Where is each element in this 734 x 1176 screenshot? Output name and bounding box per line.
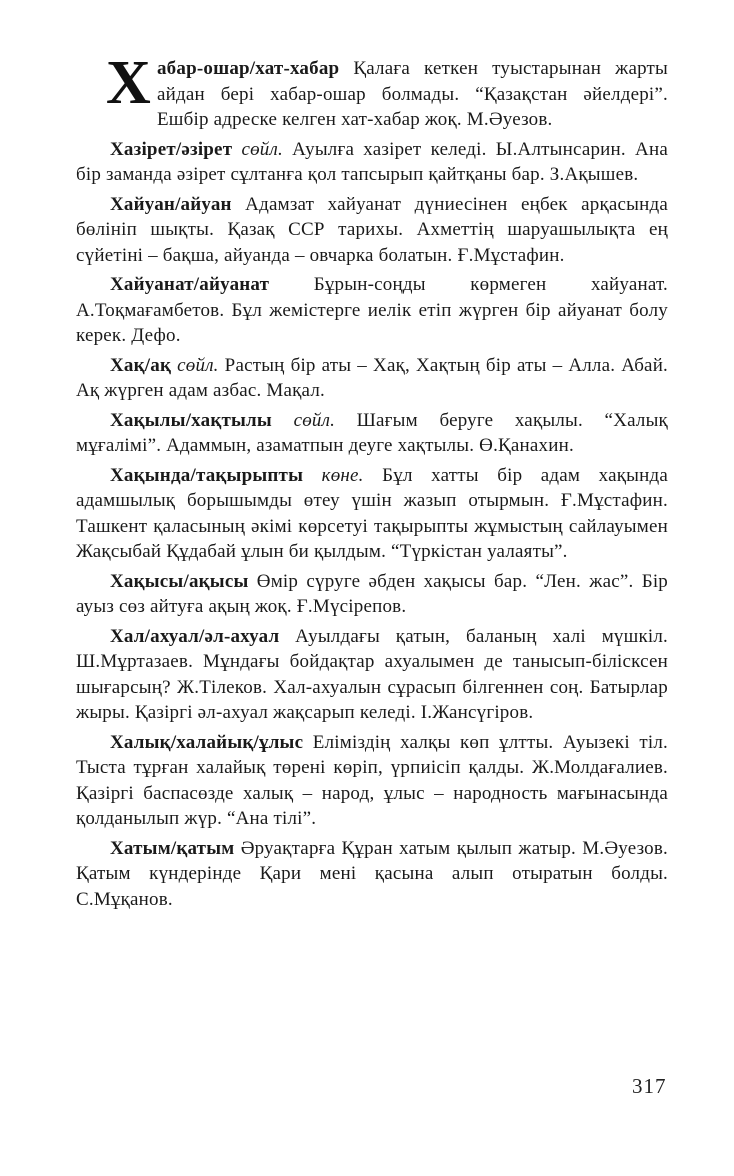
entry-text: Шағым беруге хақылы. “Халық мұғалімі”. Адаммын, азаматпын деуге хақтылы. Ө.Қанахин. (76, 409, 668, 456)
entry-text: Еліміздің халқы көп ұлтты. Ауызекі тіл. Тыста тұрған халайық төрені көріп, үрпиісіп қалды. Ж.Молдағалиев. Қазіргі баспасөзде халық – народ, ұлыс – народность мағынасында қолданылып жүр. “Ана тілі”. (76, 731, 668, 829)
usage-mark: сөйл. (177, 354, 219, 376)
entry-text: Қалаға кеткен туыстарынан жарты айдан бері хабар-ошар болмады. “Қазақстан әйелдері”. Ешбір адреске келген хат-хабар жоқ. М.Әуезов. (156, 58, 668, 130)
entry-khaqynda (76, 463, 668, 565)
page-number: 317 (632, 1074, 667, 1098)
entry-headword: Хақысы/ақысы (110, 570, 249, 592)
entry-khaqyly (76, 408, 668, 459)
entry-text: Растың бір аты – Хақ, Хақтың бір аты – Алла. Абай. Ақ жүрген адам азбас. Мақал. (76, 354, 669, 401)
dictionary-page (76, 49, 669, 916)
entry-khaiuan (76, 192, 668, 269)
entry-khatym (76, 836, 668, 913)
entry-text: Ауылдағы қатын, баланың халі мүшкіл. Ш.Мұртазаев. Мұндағы бойдақтар ахуалымен де танысып-білісксен шығарсың? Ж.Тілеков. Хал-ахуалын сұрасып білгеннен соң. Батырлар жыры. Қазіргі әл-ахуал жақсарып келеді. І.Жансүгіров. (76, 625, 668, 723)
entry-text: Ауылға хазірет келеді. Ы.Алтынсарин. Ана бір заманда әзірет сұлтанға қол тапсырып қайтқаны бар. З.Ақышев. (76, 138, 668, 185)
entry-headword: Халық/халайық/ұлыс (110, 731, 304, 753)
entry-khalyq (76, 730, 668, 832)
entry-khaq (76, 353, 668, 404)
entry-headword: Хақылы/хақтылы (110, 409, 272, 431)
entry-headword: Хақ/ақ (110, 354, 172, 376)
entry-text: Бұл хатты бір адам хақында адамшылық борышымды өтеу үшін жазып отырмын. Ғ.Мұстафин. Ташкент қаласының әкімі көрсетуі тақырыпты жұмыстың сайлауымен Жақсыбай Құдабай ұлын би қылдым. “Түркістан уалаяты”. (76, 464, 668, 562)
entry-khabar-oshar (76, 49, 668, 133)
entry-khaiuanat (76, 272, 668, 349)
entry-headword: Хазірет/әзірет (110, 138, 233, 160)
entry-text: Әруақтарға Құран хатым қылып жатыр. М.Әуезов. Қатым күндерінде Қари мені қасына алып отыратын болды. С.Мұқанов. (76, 837, 668, 910)
entry-headword: Хайуан/айуан (110, 193, 232, 215)
entry-headword: Хақында/тақырыпты (110, 464, 304, 486)
entry-text: Бұрын-соңды көрмеген хайуанат. А.Тоқмағамбетов. Бұл жемістерге иелік етіп жүрген бір айуанат болу керек. Дефо. (76, 274, 669, 346)
entry-headword: абар-ошар/хат-хабар (156, 58, 340, 79)
entry-headword: Хатым/қатым (110, 837, 235, 859)
drop-cap-letter: Х (106, 49, 151, 117)
entry-headword: Хал/ахуал/әл-ахуал (110, 625, 280, 647)
entry-khaqysy (76, 569, 668, 620)
usage-mark: көне. (321, 464, 364, 486)
entry-khaziret (76, 137, 668, 188)
entry-text: Адамзат хайуанат дүниесінен еңбек арқасында бөлініп шықты. Қазақ ССР тарихы. Ахметтің шаруашылықта ең сүйетіні – бақша, айуанда – овчарка болатын. Ғ.Мұстафин. (76, 193, 668, 266)
entry-text: Өмір сүруге әбден хақысы бар. “Лен. жас”. Бір ауыз сөз айтуға ақың жоқ. Ғ.Мүсірепов. (76, 570, 668, 617)
entry-headword: Хайуанат/айуанат (110, 274, 270, 295)
entry-khal (76, 624, 668, 726)
usage-mark: сөйл. (293, 409, 336, 431)
usage-mark: сөйл. (241, 138, 283, 160)
